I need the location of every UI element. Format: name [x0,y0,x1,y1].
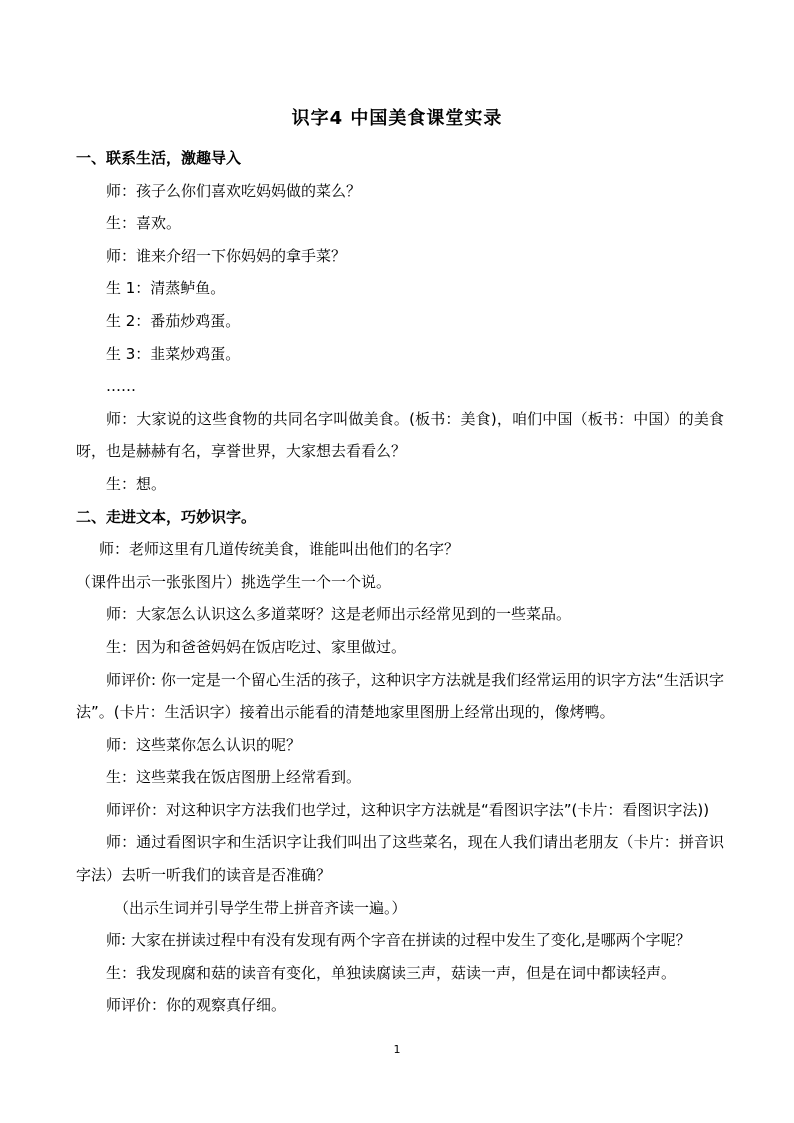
section-2-heading: 二、走进文本，巧妙识字。 [76,507,257,526]
paragraph: 师评价：对这种识字方法我们也学过，这种识字方法就是“看图识字法”(卡片：看图识字法)) [106,800,710,819]
paragraph: 师评价：你的观察真仔细。 [106,996,287,1015]
section-1-heading: 一、联系生活，激趣导入 [76,149,242,167]
paragraph: 师评价: 你一定是一个留心生活的孩子，这种识字方法就是我们经常运用的识字方法“生活识字法”。(卡片：生活识字）接着出示能看的清楚地家里图册上经常出现的，像烤鸭。 [76,670,724,722]
paragraph: 师：谁来介绍一下你妈妈的拿手菜？ [106,246,347,265]
paragraph: 生：喜欢。 [106,214,182,233]
page-number: 1 [393,1043,401,1056]
document-title: 识字4 中国美食课堂实录 [291,108,503,129]
paragraph: 生 1：清蒸鲈鱼。 [106,279,226,298]
document-body [76,142,724,1022]
paragraph: 师：通过看图识字和生活识字让我们叫出了这些菜名，现在人我们请出老朋友（卡片：拼音识字法）去听一听我们的读音是否准确？ [76,833,724,885]
paragraph: 生：因为和爸爸妈妈在饭店吃过、家里做过。 [106,637,407,656]
paragraph: 师：老师这里有几道传统美食，谁能叫出他们的名字？ [99,540,460,559]
paragraph: 师: 大家在拼读过程中有没有发现有两个字音在拼读的过程中发生了变化,是哪两个字呢？ [106,931,691,950]
paragraph: 师：孩子么你们喜欢吃妈妈做的菜么？ [106,181,362,200]
paragraph: 师：大家说的这些食物的共同名字叫做美食。(板书：美食)，咱们中国（板书：中国）的美食呀，也是赫赫有名，享誉世界，大家想去看看么？ [76,409,724,461]
paragraph: 生：我发现腐和菇的读音有变化，单独读腐读三声，菇读一声，但是在词中都读轻声。 [106,963,677,982]
paragraph: 生 2：番茄炒鸡蛋。 [106,311,241,330]
paragraph: （课件出示一张张图片）挑选学生一个一个说。 [76,572,392,591]
paragraph: 生：这些菜我在饭店图册上经常看到。 [106,768,362,787]
paragraph: 生：想。 [106,474,167,493]
paragraph: （出示生词并引导学生带上拼音齐读一遍。） [114,898,407,917]
paragraph: 师：大家怎么认识这么多道菜呀？这是老师出示经常见到的一些菜品。 [106,605,572,624]
ellipsis-line: …… [106,377,136,396]
paragraph: 生 3：韭菜炒鸡蛋。 [106,344,241,363]
paragraph: 师：这些菜你怎么认识的呢？ [106,735,302,754]
